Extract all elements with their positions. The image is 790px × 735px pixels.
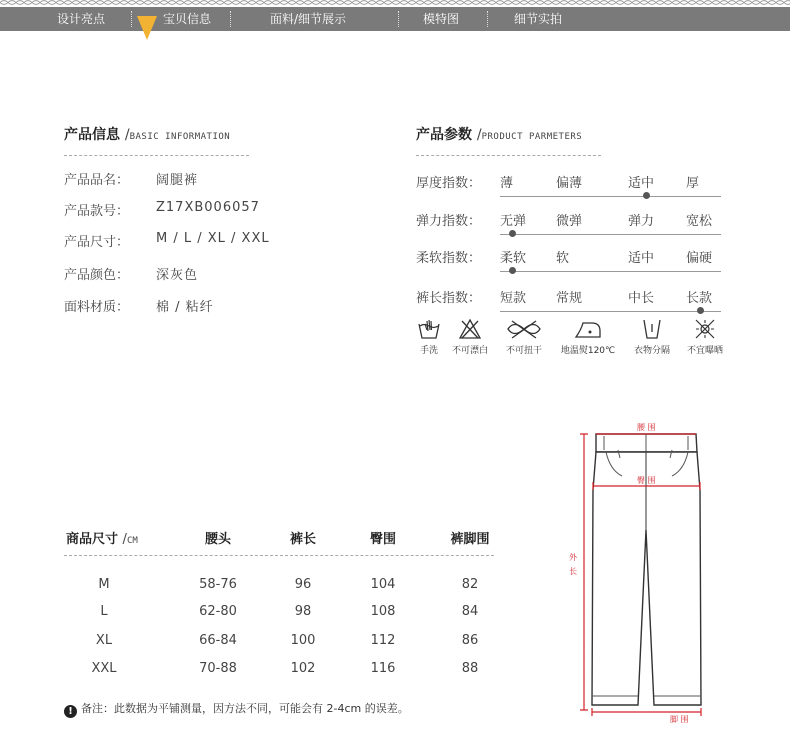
- size-value-cell: 96: [273, 577, 333, 592]
- size-table-header: 裤脚围: [440, 528, 500, 547]
- param-label: 裤长指数：: [416, 287, 481, 306]
- info-row-name: [64, 169, 129, 188]
- param-selected-marker: [643, 192, 650, 199]
- length-label-a: 外: [569, 552, 577, 563]
- param-option: 长款: [686, 287, 712, 306]
- size-table-header: 臀围: [353, 528, 413, 547]
- param-scale-line: [500, 311, 721, 312]
- care-label: 不宜曝晒: [680, 343, 730, 356]
- size-value-cell: 62-80: [188, 604, 248, 619]
- size-table-title-text: 商品尺寸: [66, 532, 118, 547]
- param-selected-marker: [697, 307, 704, 314]
- info-value: 阔腿裤: [156, 169, 198, 188]
- length-label-b: 长: [569, 566, 577, 577]
- size-table-header: 腰头: [188, 528, 248, 547]
- param-option: 宽松: [686, 210, 712, 229]
- low-iron-icon: [573, 318, 603, 340]
- size-value-cell: 58-76: [188, 577, 248, 592]
- care-item: [680, 318, 730, 356]
- measurement-note: [64, 700, 409, 718]
- size-label-cell: XXL: [74, 661, 134, 676]
- info-row-material: [64, 296, 129, 315]
- care-item: [414, 318, 444, 356]
- info-value: Z17XB006057: [156, 200, 260, 215]
- product-info-title: 产品信息: [64, 127, 120, 143]
- size-value-cell: 98: [273, 604, 333, 619]
- size-value-cell: 66-84: [188, 633, 248, 648]
- care-item: [626, 318, 678, 356]
- care-item: [498, 318, 550, 356]
- size-value-cell: 112: [353, 633, 413, 648]
- param-option: 厚: [686, 172, 699, 191]
- param-option: 弹力: [628, 210, 654, 229]
- pants-outline-illustration: [560, 420, 760, 731]
- size-value-cell: 88: [440, 661, 500, 676]
- no-bleach-icon: [458, 318, 482, 340]
- param-option: 软: [556, 247, 569, 266]
- product-params-subtitle: PRODUCT PARMETERS: [482, 132, 583, 142]
- pants-measurement-diagram: [560, 420, 760, 731]
- care-item: [446, 318, 494, 356]
- param-option: 偏硬: [686, 247, 712, 266]
- param-option: 薄: [500, 172, 513, 191]
- info-value: M / L / XL / XXL: [156, 231, 270, 246]
- info-label: 产品颜色：: [64, 268, 129, 283]
- size-value-cell: 70-88: [188, 661, 248, 676]
- size-value-cell: 108: [353, 604, 413, 619]
- info-label: 面料材质：: [64, 300, 129, 315]
- param-option: 常规: [556, 287, 582, 306]
- top-nav-bar: [0, 7, 790, 31]
- size-value-cell: 84: [440, 604, 500, 619]
- param-row: [416, 247, 721, 277]
- separate-wash-icon: [640, 318, 664, 340]
- product-params-title: 产品参数: [416, 127, 472, 143]
- param-option: 柔软: [500, 247, 526, 266]
- info-value: 棉 / 粘纤: [156, 296, 214, 315]
- nav-item-design-highlights[interactable]: 设计亮点: [57, 7, 105, 31]
- care-label: 手洗: [414, 343, 444, 356]
- nav-separator: [487, 11, 488, 27]
- divider: [416, 155, 601, 156]
- nav-separator: [131, 11, 132, 27]
- care-label: 地温熨120℃: [554, 343, 622, 356]
- param-selected-marker: [509, 230, 516, 237]
- care-item: [554, 318, 622, 356]
- info-label: 产品品名：: [64, 173, 129, 188]
- param-scale-line: [500, 271, 721, 272]
- param-option: 中长: [628, 287, 654, 306]
- nav-item-model-photos[interactable]: 模特图: [423, 7, 459, 31]
- param-scale-line: [500, 234, 721, 235]
- product-info-subtitle: BASIC INFORMATION: [130, 132, 231, 142]
- info-value: 深灰色: [156, 264, 198, 283]
- warning-icon: !: [64, 705, 77, 718]
- nav-item-detail-shots[interactable]: 细节实拍: [514, 7, 562, 31]
- no-sun-icon: [693, 318, 717, 340]
- param-option: 无弹: [500, 210, 526, 229]
- param-row: [416, 172, 721, 202]
- param-row: [416, 210, 721, 240]
- nav-separator: [230, 11, 231, 27]
- size-value-cell: 104: [353, 577, 413, 592]
- param-option: 短款: [500, 287, 526, 306]
- active-nav-indicator-arrow: [137, 16, 157, 40]
- care-label: 不可扭干: [498, 343, 550, 356]
- care-label: 不可漂白: [446, 343, 494, 356]
- hip-label: 臀 围: [637, 475, 656, 486]
- size-value-cell: 100: [273, 633, 333, 648]
- care-label: 衣物分隔: [626, 343, 678, 356]
- waist-label: 腰 围: [637, 422, 656, 433]
- product-params-heading: 产品参数 /PRODUCT PARMETERS: [416, 124, 582, 144]
- info-row-sizes: [64, 231, 129, 250]
- param-label: 柔软指数：: [416, 247, 481, 266]
- size-value-cell: 116: [353, 661, 413, 676]
- hand-wash-icon: [417, 318, 441, 340]
- size-value-cell: 102: [273, 661, 333, 676]
- nav-item-product-info[interactable]: 宝贝信息: [163, 7, 211, 31]
- size-value-cell: 86: [440, 633, 500, 648]
- size-label-cell: XL: [74, 633, 134, 648]
- nav-separator: [398, 11, 399, 27]
- param-scale-line: [500, 196, 721, 197]
- note-text: 备注：此数据为平铺测量，因方法不同，可能会有 2-4cm 的误差。: [81, 702, 409, 715]
- info-label: 产品尺寸：: [64, 235, 129, 250]
- param-selected-marker: [509, 267, 516, 274]
- size-table-header: 裤长: [273, 528, 333, 547]
- hem-label: 脚 围: [670, 714, 689, 725]
- divider: [64, 555, 494, 556]
- info-label: 产品款号：: [64, 204, 129, 219]
- size-table-unit: CM: [127, 536, 138, 546]
- nav-item-fabric-details[interactable]: 面料/细节展示: [270, 7, 346, 31]
- param-option: 微弹: [556, 210, 582, 229]
- info-row-color: [64, 264, 129, 283]
- info-row-style-number: [64, 200, 129, 219]
- decorative-chain-border: [0, 0, 790, 5]
- param-option: 适中: [628, 172, 654, 191]
- size-label-cell: L: [74, 604, 134, 619]
- size-table-title: 商品尺寸 /CM: [66, 528, 138, 547]
- param-row: [416, 287, 721, 317]
- product-info-heading: 产品信息 /BASIC INFORMATION: [64, 124, 230, 144]
- param-option: 偏薄: [556, 172, 582, 191]
- param-label: 厚度指数：: [416, 172, 481, 191]
- param-label: 弹力指数：: [416, 210, 481, 229]
- param-option: 适中: [628, 247, 654, 266]
- size-label-cell: M: [74, 577, 134, 592]
- size-value-cell: 82: [440, 577, 500, 592]
- no-wring-icon: [504, 318, 544, 340]
- divider: [64, 155, 249, 156]
